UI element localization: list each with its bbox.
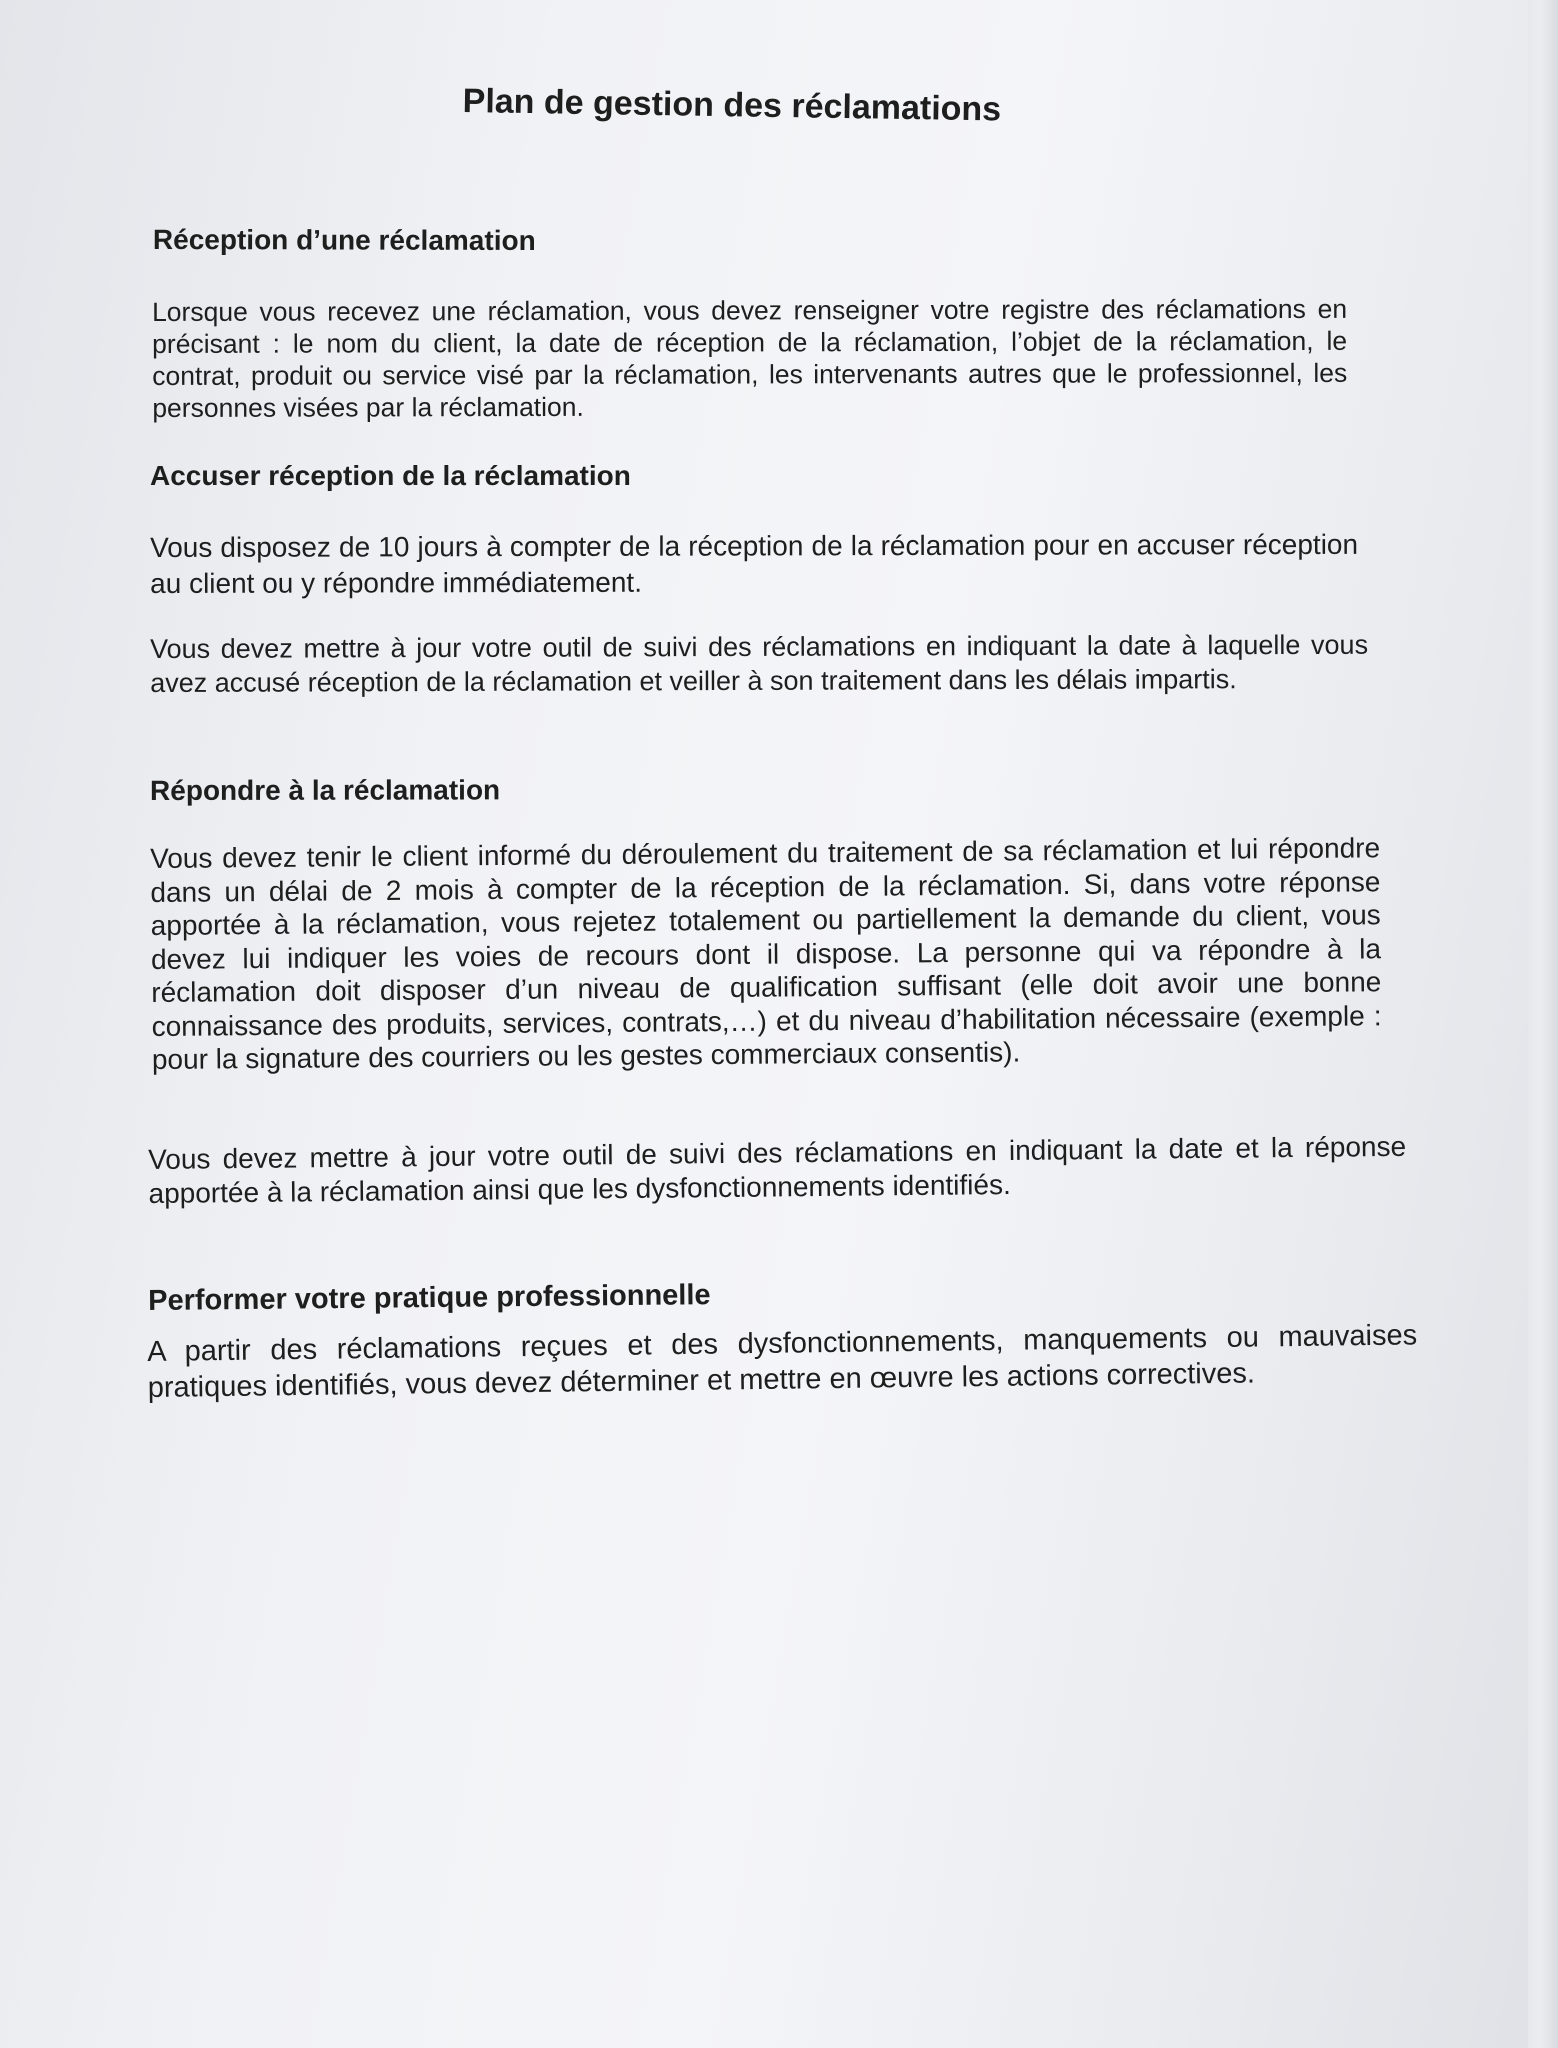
paragraph-accuser-delai: Vous disposez de 10 jours à compter de la réception de la réclamation pour en accuser réception au client ou y répondre immédiatement. <box>150 528 1359 599</box>
section-heading-reception: Réception d’une réclamation <box>152 224 536 257</box>
section-heading-repondre: Répondre à la réclamation <box>150 774 501 806</box>
section-heading-accuser-reception: Accuser réception de la réclamation <box>150 460 631 491</box>
paragraph-accuser-suivi: Vous devez mettre à jour votre outil de suivi des réclamations en indiquant la date à laquelle vous avez accusé réception de la réclamation et veiller à son traitement dans les délais impartis. <box>150 629 1369 698</box>
paragraph-reception: Lorsque vous recevez une réclamation, vous devez renseigner votre registre des réclamations en précisant : le nom du client, la date de réception de la réclamation, l’objet de la réclamation, le contrat, produit ou service visé par la réclamation, les intervenants autres que le professionnel, les personnes visées par la réclamation. <box>152 293 1348 423</box>
paragraph-repondre-suivi: Vous devez mettre à jour votre outil de suivi des réclamations en indiquant la date et la réponse apportée à la réclamation ainsi que les dysfonctionnements identifiés. <box>148 1130 1407 1209</box>
paragraph-performer: A partir des réclamations reçues et des dysfonctionnements, manquements ou mauvaises pratiques identifiés, vous devez déterminer et mettre en œuvre les actions correctives. <box>147 1319 1418 1404</box>
section-heading-performer: Performer votre pratique professionnelle <box>148 1279 711 1317</box>
paragraph-repondre-traitement: Vous devez tenir le client informé du déroulement du traitement de sa réclamation et lui répondre dans un délai de 2 mois à compter de la réception de la réclamation. Si, dans votre réponse apportée à la réclamation, vous rejetez totalement ou partiellement la demande du client, vous devez lui indiquer les voies de recours dont il dispose. La personne qui va répondre à la réclamation doit disposer d’un niveau de qualification suffisant (elle doit avoir une bonne connaissance des produits, services, contrats,…) et du niveau d’habilitation nécessaire (exemple : pour la signature des courriers ou les gestes commerciaux consentis). <box>150 832 1382 1075</box>
document-title: Plan de gestion des réclamations <box>462 82 1002 129</box>
